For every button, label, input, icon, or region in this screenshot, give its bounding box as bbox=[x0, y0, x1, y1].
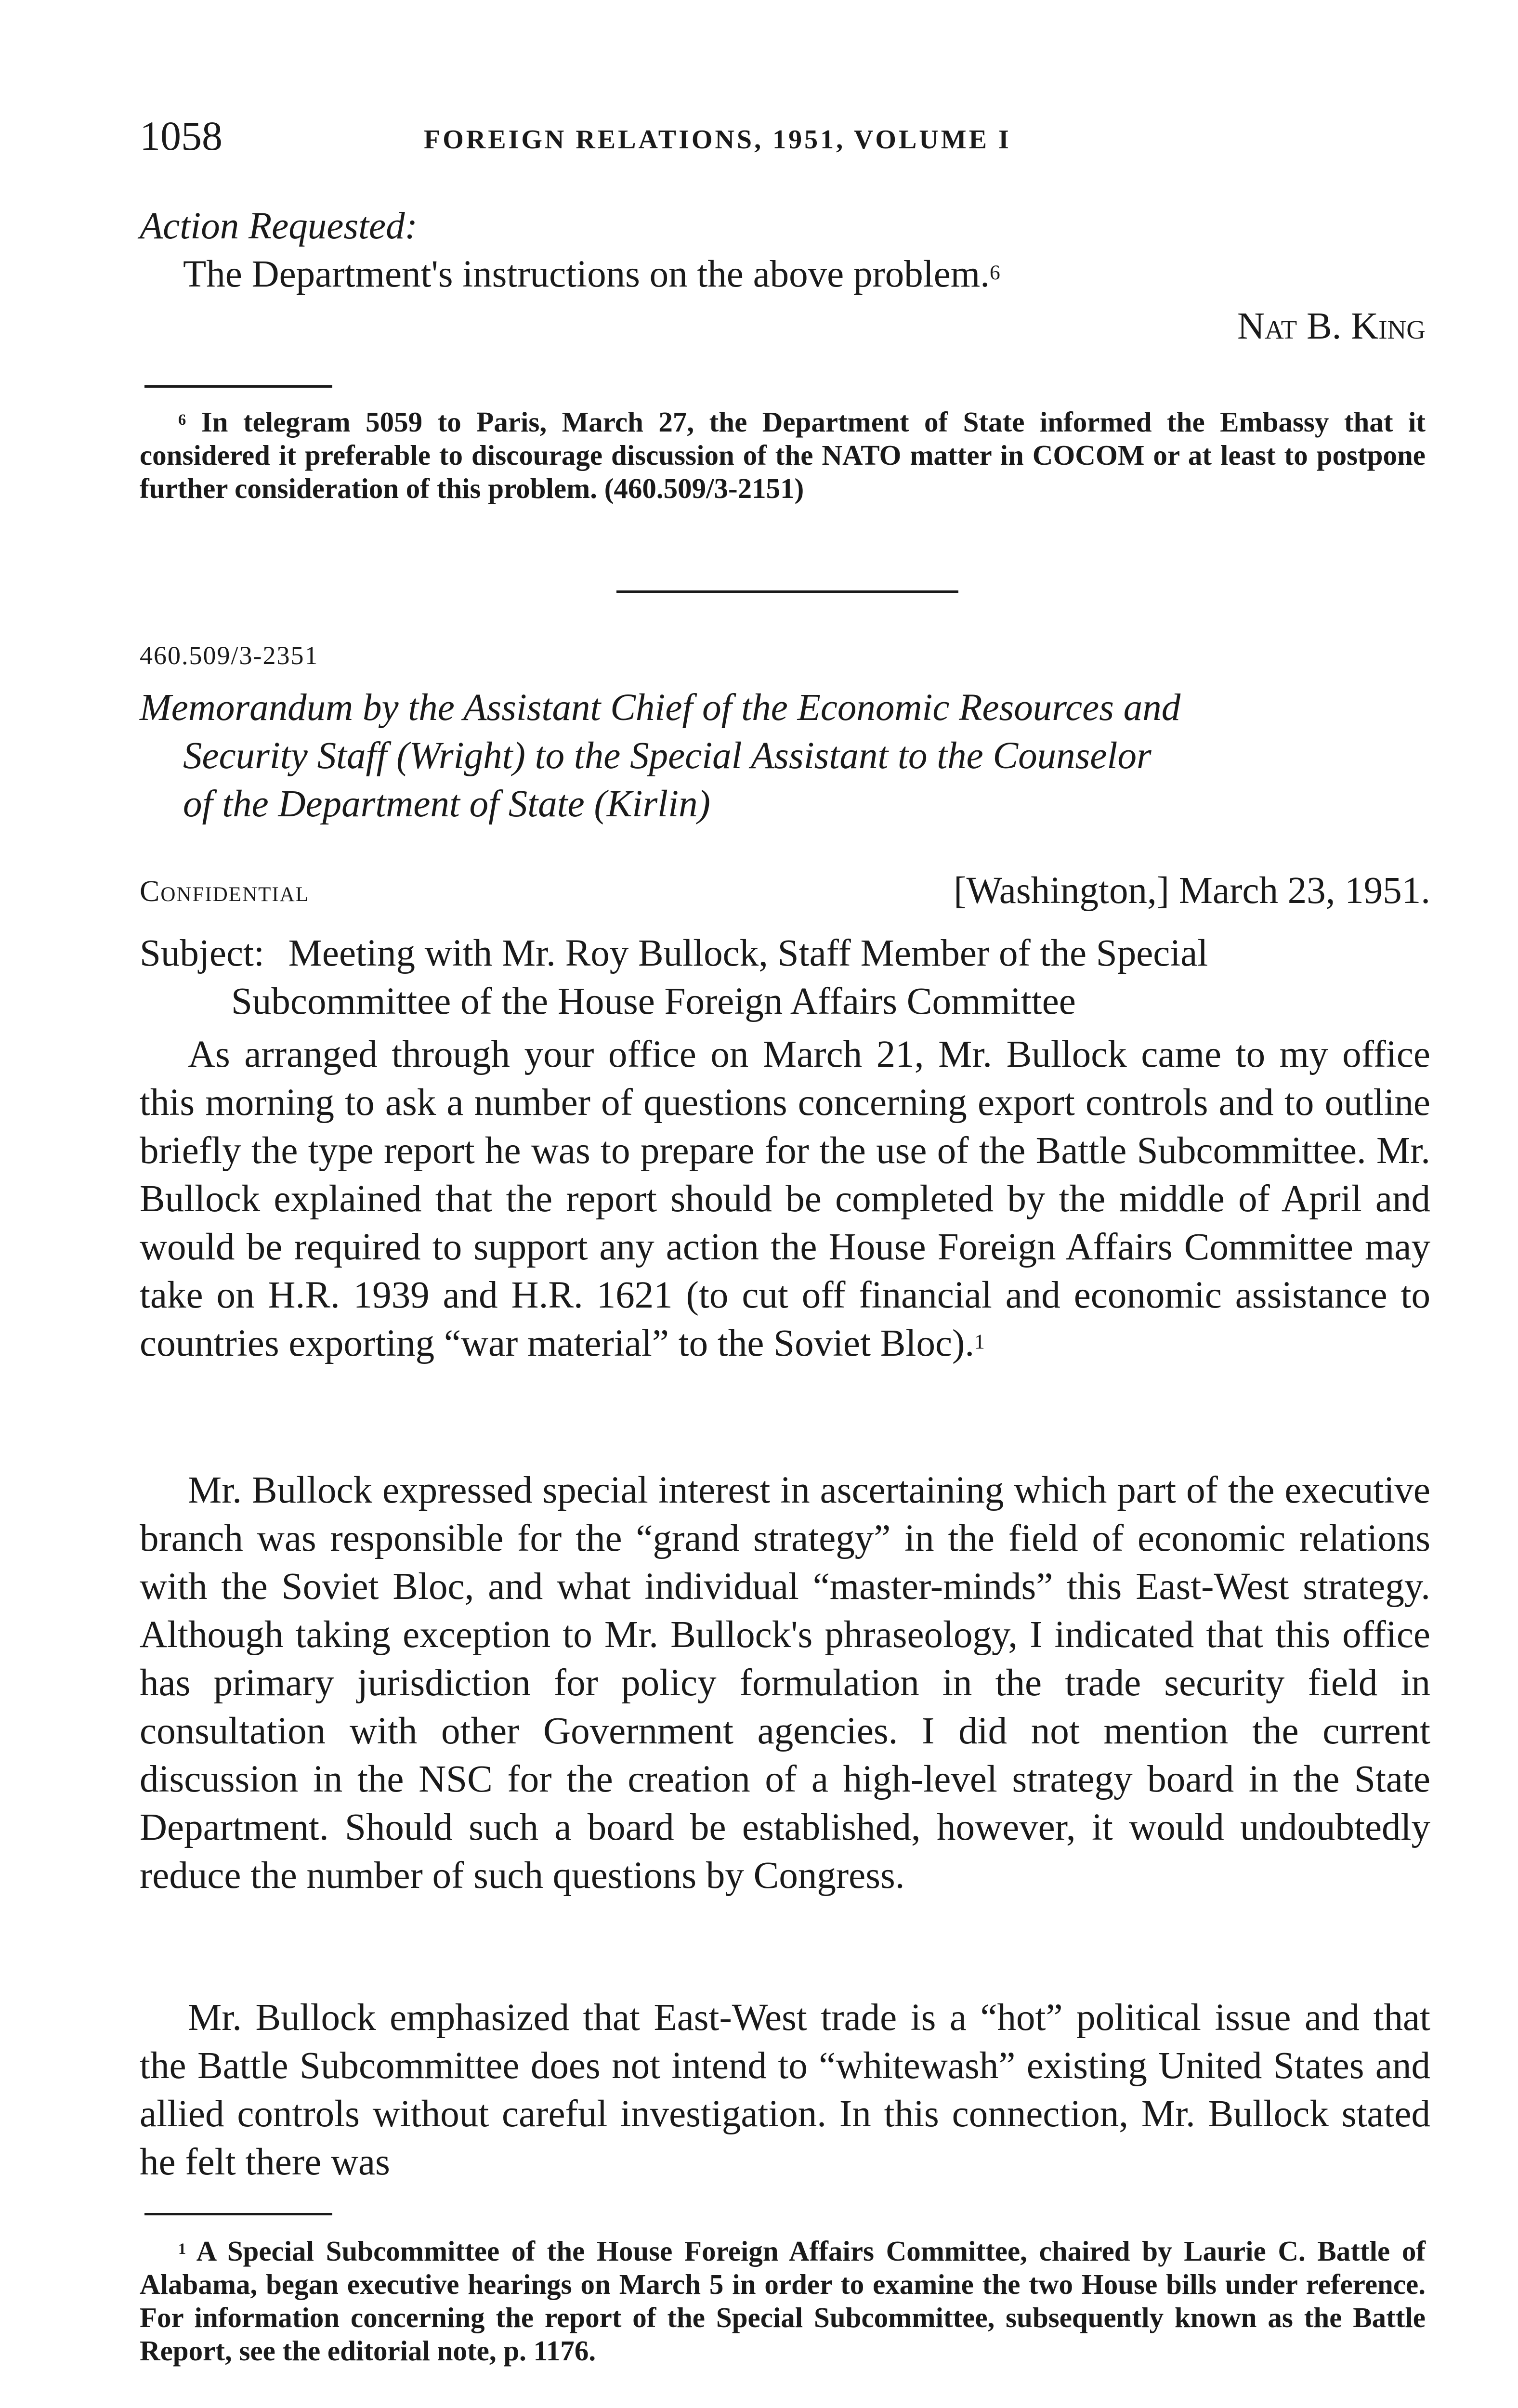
document-title bbox=[140, 684, 1430, 828]
classification: Confidential bbox=[140, 875, 309, 908]
subject-line-2: Subcommittee of the House Foreign Affairs Committee bbox=[231, 981, 1076, 1022]
paragraph-3: Mr. Bullock emphasized that East-West trade is a “hot” political issue and that the Battle Subcommittee does not intend to “whitewash” existing United States and allied controls without careful investigation. In this connection, Mr. Bullock stated he felt there was bbox=[140, 1997, 1430, 2183]
subject-label: Subject: bbox=[140, 932, 264, 974]
footnote-1 bbox=[140, 2235, 1426, 2368]
footnote-1-text: A Special Subcommittee of the House Foreign Affairs Committee, chaired by Laurie C. Battle of Alabama, began executive hearings on March 5 in order to examine the two House bills under reference. For information concerning the report of the Special Subcommittee, subsequently known as the Battle Report, see the editorial note, p. 1176. bbox=[140, 2235, 1426, 2367]
action-heading: Action Requested: bbox=[140, 205, 418, 247]
footnote-rule bbox=[144, 385, 332, 388]
document-separator bbox=[616, 590, 958, 593]
subject-line-1: Meeting with Mr. Roy Bullock, Staff Member of the Special bbox=[288, 932, 1208, 974]
running-head bbox=[140, 112, 1430, 165]
subject bbox=[140, 929, 1430, 1026]
running-title: FOREIGN RELATIONS, 1951, VOLUME I bbox=[424, 125, 1011, 155]
paragraph-1 bbox=[140, 1031, 1430, 1368]
page-number: 1058 bbox=[140, 113, 222, 159]
footnote-ref-1: 1 bbox=[974, 1330, 985, 1353]
footnote-1-marker: 1 bbox=[178, 2240, 186, 2258]
action-text-body: The Department's instructions on the above problem. bbox=[183, 253, 990, 295]
footnote-ref-6: 6 bbox=[990, 261, 1000, 284]
dateline: [Washington,] March 23, 1951. bbox=[954, 870, 1430, 912]
file-number: 460.509/3-2351 bbox=[140, 641, 319, 670]
footnote-6-text: In telegram 5059 to Paris, March 27, the Department of State informed the Embassy that it considered it preferable to discourage discussion of the NATO matter in COCOM or at least to postpone further consideration of this problem. (460.509/3-2151) bbox=[140, 406, 1426, 504]
document-title-line-2: Security Staff (Wright) to the Special Assistant to the Counselor bbox=[183, 735, 1152, 777]
footnote-6 bbox=[140, 406, 1426, 505]
signature: Nat B. King bbox=[1237, 305, 1426, 347]
document-title-line-1: Memorandum by the Assistant Chief of the Economic Resources and bbox=[140, 687, 1181, 729]
paragraph-2: Mr. Bullock expressed special interest in ascertaining which part of the executive branch was responsible for the “grand strategy” in the field of economic relations with the Soviet Bloc, and what individual “master-minds” this East-West strategy. Although taking exception to Mr. Bullock's phraseology, I indicated that this office has primary jurisdiction for policy formulation in the trade security field in consultation with other Government agencies. I did not mention the current discussion in the NSC for the creation of a high-level strategy board in the State Department. Should such a board be established, however, it would undoubtedly reduce the number of such questions by Congress. bbox=[140, 1469, 1430, 1897]
paragraph-1-text: As arranged through your office on March 21, Mr. Bullock came to my office this morning to ask a number of questions concerning export controls and to outline briefly the type report he was to prepare for the use of the Battle Subcommittee. Mr. Bullock explained that the report should be completed by the middle of April and would be required to support any action the House Foreign Affairs Committee may take on H.R. 1939 and H.R. 1621 (to cut off financial and economic assistance to countries exporting “war material” to the Soviet Bloc). bbox=[140, 1034, 1430, 1364]
footnote-rule-2 bbox=[144, 2213, 332, 2215]
document-title-line-3: of the Department of State (Kirlin) bbox=[183, 783, 710, 825]
action-text bbox=[183, 250, 1435, 299]
footnote-6-marker: 6 bbox=[178, 411, 186, 429]
